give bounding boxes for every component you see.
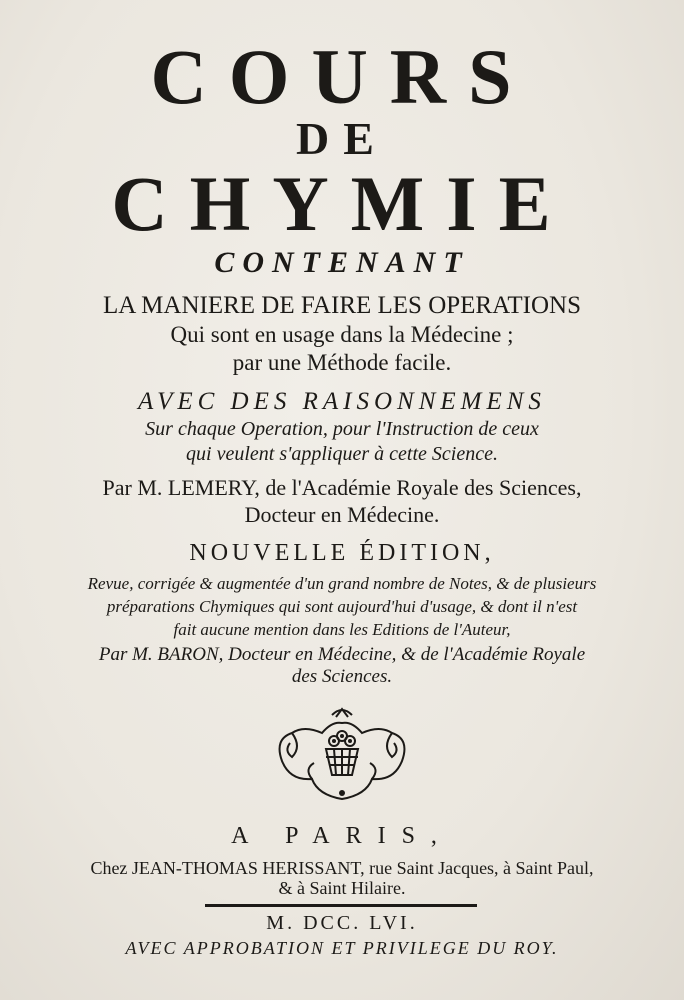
edition-line-2: préparations Chymiques qui sont aujourd'hui d'usage, & dont il n'est (106, 597, 578, 616)
title-line-de: DE (296, 113, 388, 164)
edition-line-3: fait aucune mention dans les Editions de l'Auteur, (173, 620, 511, 639)
imprint-approbation: AVEC APPROBATION ET PRIVILEGE DU ROY. (125, 938, 559, 958)
imprint-line-2: & à Saint Hilaire. (278, 878, 406, 898)
avec-heading: AVEC DES RAISONNEMENS (138, 388, 546, 415)
imprint-rule (205, 904, 477, 907)
imprint-year: M. DCC. LVI. (266, 912, 418, 934)
edition-line-4: Par M. BARON, Docteur en Médecine, & de l'Académie Royale (98, 644, 586, 665)
edition-heading: NOUVELLE ÉDITION, (189, 540, 495, 566)
title-line-cours: COURS (150, 33, 534, 120)
avec-line-1: Sur chaque Operation, pour l'Instruction de ceux (145, 418, 539, 440)
avec-line-2: qui veulent s'appliquer à cette Science. (186, 443, 498, 465)
subtitle-line-1: LA MANIERE DE FAIRE LES OPERATIONS (102, 292, 581, 319)
subtitle-line-3: par une Méthode facile. (232, 350, 452, 375)
title-line-chymie: CHYMIE (111, 160, 573, 247)
author-line-1: Par M. LEMERY, de l'Académie Royale des Sciences, (102, 475, 582, 500)
edition-line-1: Revue, corrigée & augmentée d'un grand nombre de Notes, & de plusieurs (87, 574, 597, 593)
imprint-line-1: Chez JEAN-THOMAS HERISSANT, rue Saint Jacques, à Saint Paul, (90, 858, 594, 878)
printers-ornament-icon (262, 703, 422, 808)
imprint-city: A PARIS, (231, 823, 453, 849)
contenant-heading: CONTENANT (214, 246, 470, 279)
author-line-2: Docteur en Médecine. (244, 502, 440, 527)
subtitle-line-2: Qui sont en usage dans la Médecine ; (170, 322, 514, 347)
edition-line-5: des Sciences. (291, 666, 393, 687)
